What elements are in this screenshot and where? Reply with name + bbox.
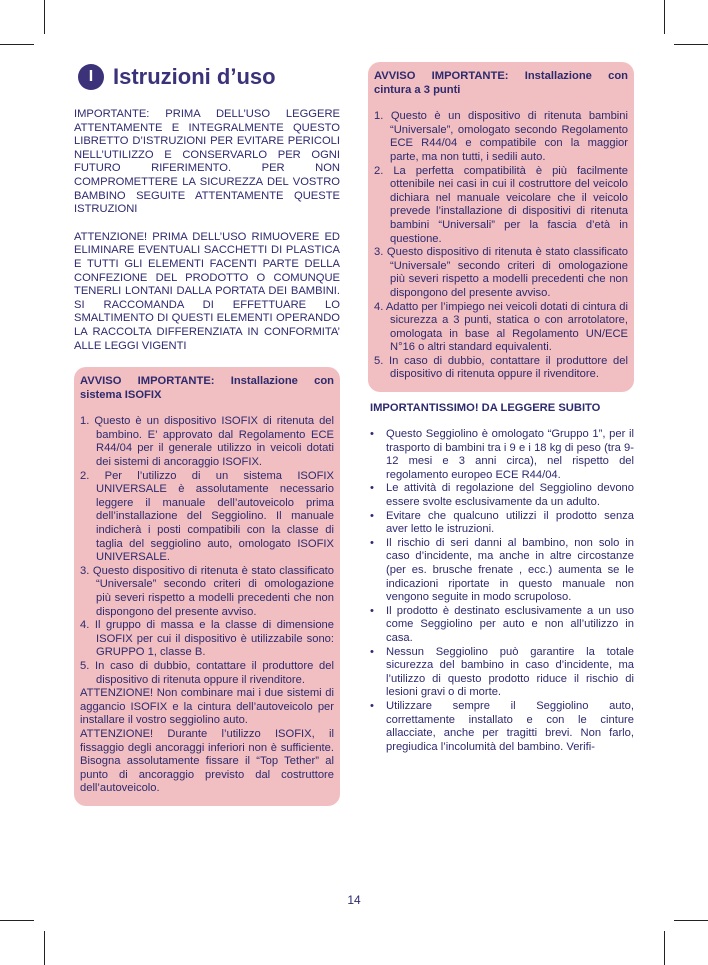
safety-bullet-list xyxy=(368,428,634,754)
section-heading: IMPORTANTISSIMO! DA LEGGERE SUBITO xyxy=(370,402,601,415)
list-item: 5. In caso di dubbio, contattare il produttore del dispositivo di ritenuta oppure il rivenditore. xyxy=(80,659,334,686)
isofix-notice-box xyxy=(74,367,340,806)
belt-notice-list xyxy=(374,110,628,382)
crop-mark xyxy=(44,0,45,34)
bullet-text: Le attività di regolazione del Seggiolino devono essere svolte esclusivamente da un adulto. xyxy=(386,482,634,509)
warning-paragraph: ATTENZIONE! PRIMA DELL’USO RIMUOVERE ED ELIMINARE EVENTUALI SACCHETTI DI PLASTICA E TUTTI GLI ELEMENTI FACENTI PARTE DELLA CONFEZIONE DEL PRODOTTO O COMUNQUE TENERLI LONTANI DALLA PORTATA DEI BAMBINI. SI RACCOMANDA DI EFFETTUARE LO SMALTIMENTO DI QUESTI ELEMENTI OPERANDO LA RACCOLTA DIFFERENZIATA IN CONFORMITA’ ALLE LEGGI VIGENTI xyxy=(74,230,340,352)
page-title: Istruzioni d’uso xyxy=(113,64,276,89)
bullet-icon: • xyxy=(370,509,374,522)
crop-mark xyxy=(0,44,34,45)
crop-mark xyxy=(664,931,665,965)
bullet-text: Utilizzare sempre il Seggiolino auto, correttamente installato e con le cinture allacciate, anche per tragitti brevi. Non farlo, pregiudica l’incolumità del bambino. Verifi- xyxy=(386,699,634,753)
bullet-text: Nessun Seggiolino può garantire la totale sicurezza del bambino in caso d’incidente, ma l’utilizzo di questo prodotto riduce il rischio di lesioni gravi o di morte. xyxy=(386,645,634,699)
important-paragraph: IMPORTANTE: PRIMA DELL’USO LEGGERE ATTENTAMENTE E INTEGRALMENTE QUESTO LIBRETTO D’ISTRUZIONI PER EVITARE PERICOLI NELL’UTILIZZO E CONSERVARLO PER OGNI FUTURO RIFERIMENTO. PER NON COMPROMETTERE LA SICUREZZA DEL VOSTRO BAMBINO SEGUITE ATTENTAMENTE QUESTE ISTRUZIONI xyxy=(74,108,340,216)
list-item xyxy=(368,537,634,605)
list-item: 3. Questo dispositivo di ritenuta è stato classificato “Universale” secondo criteri di omologazione più severi rispetto a modelli precedenti che non dispongono del presente avviso. xyxy=(374,246,628,299)
right-column xyxy=(368,62,634,754)
crop-mark xyxy=(664,0,665,34)
bullet-icon: • xyxy=(370,645,374,658)
bullet-text: Questo Seggiolino è omologato “Gruppo 1”, per il trasporto di bambini tra i 9 e i 18 kg di peso (tra 9-12 mesi e 3 anni circa), nel rispetto del regolamento europeo ECE R44/04. xyxy=(386,428,634,481)
list-item xyxy=(368,700,634,754)
crop-mark xyxy=(44,931,45,965)
list-item xyxy=(368,646,634,700)
list-item: 1. Questo è un dispositivo di ritenuta bambini “Universale”, omologato secondo Regolamento ECE R44/04 e compatibile con la maggior parte, ma non tutti, i sedili auto. xyxy=(374,110,628,163)
crop-mark xyxy=(674,920,708,921)
list-item: 3. Questo dispositivo di ritenuta è stato classificato “Universale” secondo criteri di omologazione più severi rispetto a modelli precedenti che non dispongono del presente avviso. xyxy=(80,564,334,618)
belt-notice-box xyxy=(368,62,634,392)
language-badge: I xyxy=(78,64,104,90)
list-item xyxy=(368,605,634,646)
list-item: 4. Il gruppo di massa e la classe di dimensione ISOFIX per cui il dispositivo è utilizzabile sono: GRUPPO 1, classe B. xyxy=(80,619,334,659)
crop-mark xyxy=(0,920,34,921)
list-item xyxy=(368,482,634,509)
list-item xyxy=(368,428,634,482)
isofix-notice-heading: AVVISO IMPORTANTE: Installazione con sistema ISOFIX xyxy=(80,375,334,401)
page-header xyxy=(78,64,340,90)
list-item: 5. In caso di dubbio, contattare il produttore del dispositivo di ritenuta oppure il rivenditore. xyxy=(374,354,628,381)
left-column xyxy=(74,64,340,814)
list-item: 4. Adatto per l’impiego nei veicoli dotati di cintura di sicurezza a 3 punti, statica o con arrotolatore, omologata in base al Regolamento UN/ECE N°16 o altri standard equivalenti. xyxy=(374,300,628,354)
list-item: 1. Questo è un dispositivo ISOFIX di ritenuta del bambino. E’ approvato dal Regolamento ECE R44/04 per il generale utilizzo in veicoli dotati dei sistemi di ancoraggio ISOFIX. xyxy=(80,415,334,469)
bullet-text: Il prodotto è destinato esclusivamente a un uso come Seggiolino per auto e non all’utilizzo in casa. xyxy=(386,604,634,644)
bullet-icon: • xyxy=(370,604,374,617)
bullet-text: Evitare che qualcuno utilizzi il prodotto senza aver letto le istruzioni. xyxy=(386,509,634,536)
list-item: 2. Per l’utilizzo di un sistema ISOFIX UNIVERSALE è assolutamente necessario leggere il manuale dell’autoveicolo prima dell’installazione del Seggiolino. Il manuale indicherà i posti compatibili con la classe di taglia del seggiolino auto, omologato ISOFIX UNIVERSALE. xyxy=(80,469,334,564)
bullet-text: Il rischio di seri danni al bambino, non solo in caso d’incidente, ma anche in altre circostanze (per es. brusche frenate , ecc.) aumenta se le indicazioni riportate in questo manuale non vengono seguite in modo scrupoloso. xyxy=(386,536,634,604)
list-item xyxy=(368,510,634,537)
page-number: 14 xyxy=(347,893,361,907)
list-item: 2. La perfetta compatibilità è più facilmente ottenibile nei casi in cui il costruttore del veicolo dichiara nel manuale veicolare che il veicolo prevede l’installazione di dispositivi di ritenuta bambini “Universali” per la fascia d’età in questione. xyxy=(374,164,628,245)
isofix-notice-list xyxy=(80,415,334,687)
bullet-icon: • xyxy=(370,428,374,441)
bullet-icon: • xyxy=(370,699,374,712)
bullet-icon: • xyxy=(370,482,374,495)
isofix-warning-1: ATTENZIONE! Non combinare mai i due sistemi di aggancio ISOFIX e la cintura dell’autoveicolo per installare il vostro seggiolino auto. xyxy=(80,687,334,727)
belt-notice-heading: AVVISO IMPORTANTE: Installazione con cintura a 3 punti xyxy=(374,70,628,96)
crop-mark xyxy=(674,44,708,45)
bullet-icon: • xyxy=(370,536,374,549)
isofix-warning-2: ATTENZIONE! Durante l’utilizzo ISOFIX, il fissaggio degli ancoraggi inferiori non è sufficiente. Bisogna assolutamente fissare il “Top Tether” al punto di ancoraggio previsto dal costruttore dell’autoveicolo. xyxy=(80,727,334,795)
